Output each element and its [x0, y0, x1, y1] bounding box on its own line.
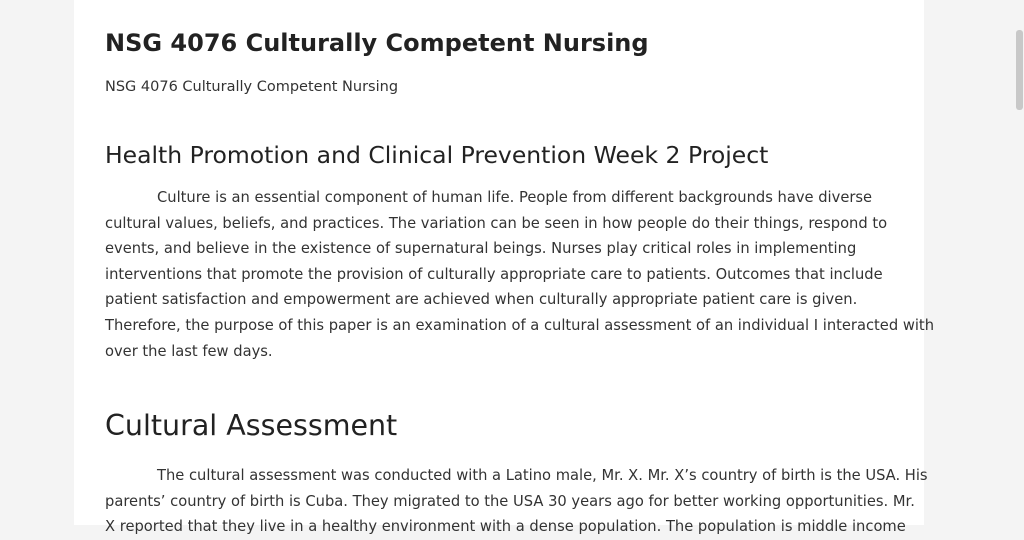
vertical-scrollbar[interactable] — [1014, 0, 1024, 525]
article-page — [74, 0, 934, 536]
page-title: NSG 4076 Culturally Competent Nursing — [105, 29, 649, 57]
paragraph-line: patient satisfaction and empowerment are achieved when culturally appropriate patient care is given. — [105, 291, 858, 309]
section-heading-cultural-assessment: Cultural Assessment — [105, 409, 398, 442]
page-subtitle: NSG 4076 Culturally Competent Nursing — [105, 79, 399, 95]
paragraph-introduction — [105, 185, 934, 364]
paragraph-line: parents’ country of birth is Cuba. They migrated to the USA 30 years ago for better working opportunities. Mr. — [105, 492, 915, 510]
paragraph-line: cultural values, beliefs, and practices. The variation can be seen in how people do their things, respond to — [105, 214, 888, 232]
scrollbar-thumb[interactable] — [1016, 30, 1023, 110]
paragraph-line: The cultural assessment was conducted with a Latino male, Mr. X. Mr. X’s country of birth is the USA. His — [157, 467, 928, 484]
paragraph-line: over the last few days. — [105, 342, 273, 360]
paragraph-line: X reported that they live in a healthy environment with a dense population. The population is middle income — [105, 518, 906, 536]
paragraph-line: interventions that promote the provision of culturally appropriate care to patients. Outcomes that include — [105, 265, 883, 283]
paragraph-line: Culture is an essential component of human life. People from different backgrounds have diverse — [157, 189, 873, 206]
section-heading-health-promotion: Health Promotion and Clinical Prevention Week 2 Project — [105, 141, 769, 169]
paragraph-cultural-assessment — [105, 463, 928, 540]
paragraph-line: Therefore, the purpose of this paper is an examination of a cultural assessment of an individual I interacted with — [105, 316, 934, 334]
paragraph-line: events, and believe in the existence of supernatural beings. Nurses play critical roles in implementing — [105, 240, 857, 258]
